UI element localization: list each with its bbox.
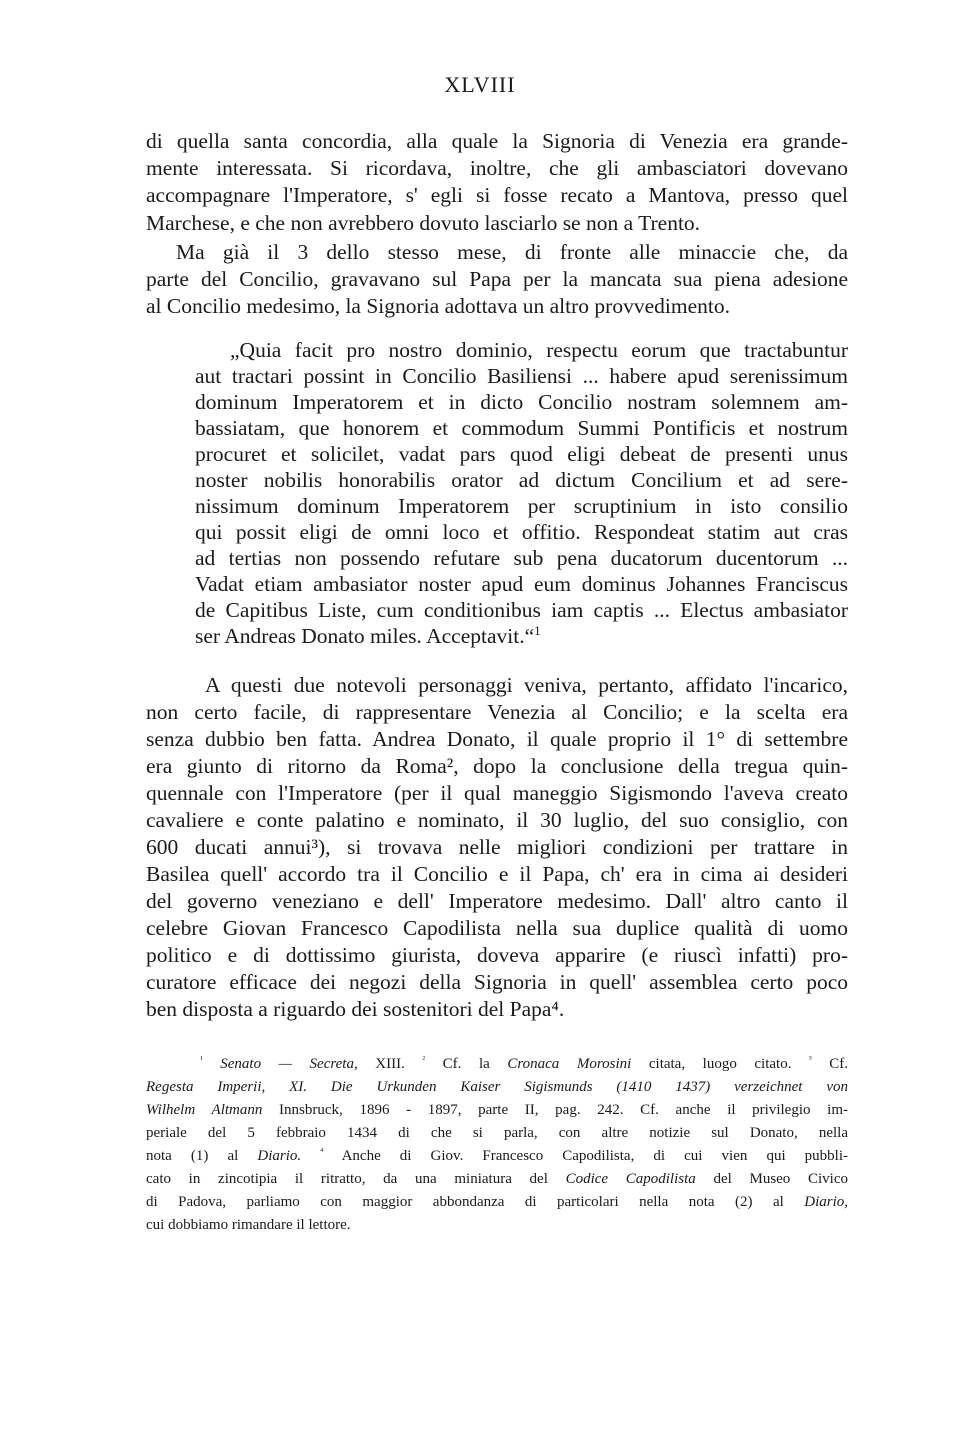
paragraph-line: Ma già il 3 dello stesso mese, di fronte alle minaccie che, da [176,240,848,264]
footnote-line [146,1146,848,1166]
footnote-line [200,1054,848,1074]
paragraph-line: celebre Giovan Francesco Capodilista nella sua duplice qualità di uomo [146,916,848,940]
footnote-text: Anche di Giov. Francesco Capodilista, di cui vien qui pubbli- [323,1148,849,1164]
quote-line: dominum Imperatorem et in dicto Concilio nostram solemnem am- [195,390,848,414]
footnote-line [146,1169,848,1189]
quote-last-line: ser Andreas Donato miles. Acceptavit.“ [195,624,535,648]
quote-line: qui possit eligi de omni loco et offitio. Respondeat statim aut cras [195,520,848,544]
footnote-text: nota (1) al [146,1148,258,1164]
footnote-number: ³ [809,1054,812,1064]
paragraph-line: cavaliere e conte palatino e nominato, il 30 luglio, del suo consiglio, con [146,808,848,832]
quote-line: „Quia facit pro nostro dominio, respectu eorum que tractabuntur [230,338,848,362]
footnote-text: Innsbruck, 1896 - 1897, parte II, pag. 242. Cf. anche il privilegio im- [262,1102,848,1118]
paragraph-line: parte del Concilio, gravavano sul Papa per la mancata sua piena adesione [146,267,848,291]
paragraph-line: curatore efficace dei negozi della Signoria in quell' assemblea certo poco [146,970,848,994]
footnote-number: ² [422,1054,426,1064]
footnote-text: XIII. [357,1056,405,1072]
paragraph-line: era giunto di ritorno da Roma², dopo la conclusione della tregua quin- [146,754,848,778]
footnote-text: del Museo Civico [695,1171,849,1187]
quote-line: de Capitibus Liste, cum conditionibus iam captis ... Electus ambasiator [195,598,848,622]
quote-line: ad tertias non possendo refutare sub pena ducatorum ducentorum ... [195,546,848,570]
paragraph-line: Basilea quell' accordo tra il Concilio e il Papa, ch' era in cima ai desideri [146,862,848,886]
quote-line: procuret et solicilet, vadat pars quod eligi debeat de presenti unus [195,442,848,466]
paragraph-line: del governo veneziano e dell' Imperatore medesimo. Dall' altro canto il [146,889,848,913]
footnote-ref: 1 [534,623,541,638]
paragraph-line: non certo facile, di rappresentare Venezia al Concilio; e la scelta era [146,700,848,724]
footnote-text: citata, luogo citato. [631,1056,792,1072]
quote-line: Vadat etiam ambasiator noster apud eum dominus Johannes Franciscus [195,572,848,596]
paragraph-line: 600 ducati annui³), si trovava nelle migliori condizioni per trattare in [146,835,848,859]
paragraph-line: al Concilio medesimo, la Signoria adottava un altro provvedimento. [146,294,730,318]
footnote-source: Regesta Imperii, XI. Die Urkunden Kaiser Sigismunds (1410 1437) verzeichnet von [146,1079,848,1095]
footnote-line: cui dobbiamo rimandare il lettore. [146,1217,351,1233]
paragraph-line: Marchese, e che non avrebbero dovuto lasciarlo se non a Trento. [146,211,701,235]
paragraph-line: ben disposta a riguardo dei sostenitori del Papa⁴. [146,997,565,1021]
footnote-source: Cronaca Morosini [507,1056,632,1072]
footnote-text: Cf. la [425,1056,508,1072]
footnote-source: Wilhelm Altmann [146,1102,263,1118]
paragraph-line: di quella santa concordia, alla quale la Signoria di Venezia era grande- [146,129,848,153]
footnote-line: periale del 5 febbraio 1434 di che si parla, con altre notizie sul Donato, nella [146,1125,848,1141]
footnote-source: Senato — Secreta, [220,1056,358,1072]
paragraph-line: mente interessata. Si ricordava, inoltre, che gli ambasciatori dovevano [146,156,848,180]
footnote-text: cato in zincotipia il ritratto, da una miniatura del [146,1171,566,1187]
quote-line: noster nobilis honorabilis orator ad dictum Concilium et ad sere- [195,468,848,492]
footnote-line [146,1100,848,1120]
footnote-text: Cf. [811,1056,849,1072]
footnote-text: di Padova, parliamo con maggior abbondanza di particolari nella nota (2) al [146,1194,805,1210]
paragraph-line: politico e di dottissimo giurista, doveva apparire (e riuscì infatti) pro- [146,943,848,967]
footnote-source: Diario, [804,1194,848,1210]
footnote-source: Diario. [257,1148,302,1164]
footnote-number: ⁴ [320,1146,324,1156]
page-number: XLVIII [444,72,516,97]
paragraph-line: A questi due notevoli personaggi veniva, pertanto, affidato l'incarico, [205,673,848,697]
paragraph-line: quennale con l'Imperatore (per il qual maneggio Sigismondo l'aveva creato [146,781,848,805]
footnote-line [146,1192,848,1212]
quote-line: bassiatam, que honorem et commodum Summi Pontificis et nostrum [195,416,848,440]
quote-line: nissimum dominum Imperatorem per scruptinium in isto consilio [195,494,848,518]
paragraph-line: senza dubbio ben fatta. Andrea Donato, il quale proprio il 1° di settembre [146,727,848,751]
footnote-line [146,1077,848,1097]
paragraph-line: accompagnare l'Imperatore, s' egli si fosse recato a Mantova, presso quel [146,183,848,207]
footnote-source: Codice Capodilista [565,1171,696,1187]
quote-line [195,623,541,649]
quote-line: aut tractari possint in Concilio Basiliensi ... habere apud serenissimum [195,364,848,388]
footnote-number: ¹ [200,1054,203,1064]
